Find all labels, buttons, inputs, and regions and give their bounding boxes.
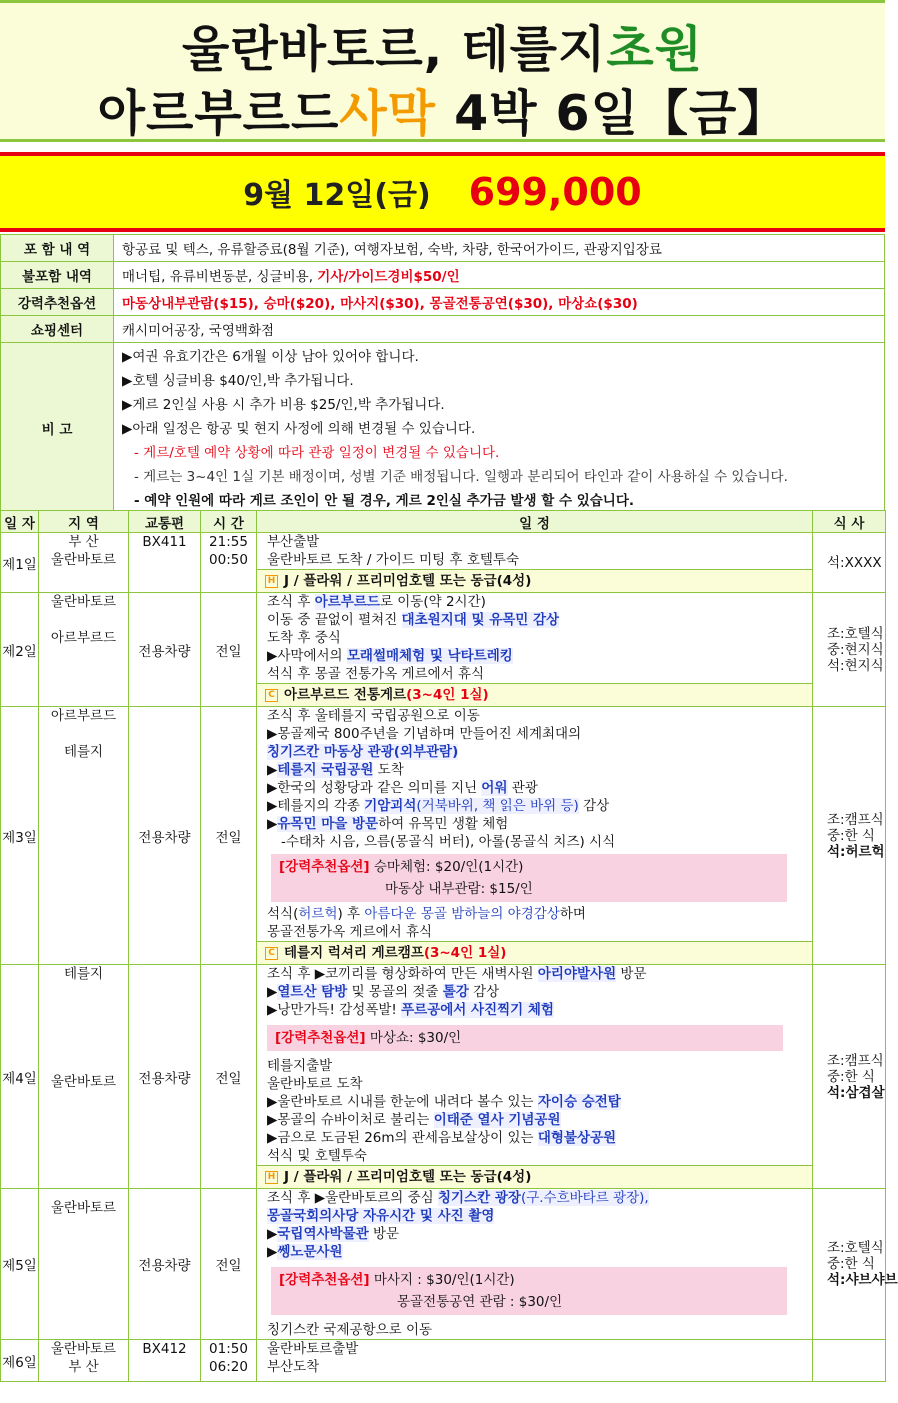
region-text: 울란바토르 xyxy=(50,1074,117,1090)
plan-text: 방문 xyxy=(368,1226,400,1242)
option-line xyxy=(279,856,779,878)
region-text: 아르부르드 xyxy=(50,630,117,646)
included-label: 포 함 내 역 xyxy=(1,235,114,262)
hotel-text: J / 플라워 / 프리미엄호텔 또는 동급(4성) xyxy=(284,1169,532,1185)
plan-highlight: (구.수흐바타르 광장), xyxy=(520,1190,649,1206)
day-label: 제2일 xyxy=(1,593,39,707)
hotel-line xyxy=(257,1165,812,1188)
time-cell: 전일 xyxy=(201,707,257,965)
hotel-icon: H xyxy=(265,575,278,588)
plan-line xyxy=(267,761,812,779)
meal-cell xyxy=(813,707,886,965)
hotel-line xyxy=(257,683,812,706)
transport-cell: 전용차량 xyxy=(129,965,201,1189)
plan-line: 조식 후 울테를지 국립공원으로 이동 xyxy=(267,708,480,724)
plan-text: 조식 후 ▶울란바토르의 중심 xyxy=(267,1190,438,1206)
time-text: 00:50 xyxy=(209,552,248,568)
plan-line: 석식 및 호텔투숙 xyxy=(267,1148,367,1164)
transport-cell xyxy=(129,1340,201,1382)
meal-text: 조:호텔식 xyxy=(827,1240,884,1256)
region-cell xyxy=(39,707,129,965)
plan-line xyxy=(267,815,812,833)
plan-text: ▶ xyxy=(267,762,278,778)
plan-highlight: 아리야발사원 xyxy=(537,966,617,982)
shopping-label: 쇼핑센터 xyxy=(1,316,114,343)
hotel-line xyxy=(257,569,812,592)
plan-text: 감상 xyxy=(578,798,610,814)
meal-cell xyxy=(813,965,886,1189)
time-cell xyxy=(201,1340,257,1382)
meal-text: 석:샤브샤브 xyxy=(827,1272,898,1288)
header-time: 시 간 xyxy=(201,511,257,533)
meal-cell xyxy=(813,533,886,593)
meal-text: 석:허르헉 xyxy=(827,843,885,860)
hotel-text-red: (3~4인 1실) xyxy=(423,945,507,961)
plan-highlight: 푸르공에서 사진찍기 체험 xyxy=(401,1002,554,1018)
plan-line xyxy=(267,965,812,983)
plan-highlight: 톨강 xyxy=(442,984,469,1000)
meal-cell xyxy=(813,593,886,707)
plan-line xyxy=(267,1207,812,1225)
plan-line: 울란바토르 도착 xyxy=(267,1076,363,1092)
header-region: 지 역 xyxy=(39,511,129,533)
day-label: 제1일 xyxy=(1,533,39,593)
plan-highlight: 어워 xyxy=(481,780,508,796)
plan-line xyxy=(267,1093,812,1111)
plan-line: 울란바토르출발 xyxy=(267,1341,359,1357)
plan-line: 몽골전통가옥 게르에서 휴식 xyxy=(267,924,433,940)
plan-text: ) 후 xyxy=(337,906,365,922)
plan-highlight: 아르부르드 xyxy=(314,594,380,610)
plan-text: 관광 xyxy=(507,780,538,796)
meal-text: 조:캠프식 xyxy=(827,811,884,828)
plan-highlight: 칭기스칸 광장 xyxy=(438,1190,521,1206)
plan-cell xyxy=(257,1340,813,1382)
option-label: [강력추천옵션] xyxy=(279,1272,370,1288)
plan-line: 부산도착 xyxy=(267,1359,320,1375)
excluded-text-red: 기사/가이드경비$50/인 xyxy=(317,269,460,285)
remark-line: ▶호텔 싱글비용 $40/인,박 추가됩니다. xyxy=(122,373,354,389)
plan-text: ▶ xyxy=(267,984,278,1000)
plan-highlight: 자이승 승전탑 xyxy=(537,1094,621,1110)
schedule-header xyxy=(1,511,886,533)
remark-line-red: - 게르/호텔 예약 상황에 따라 관광 일정이 변경될 수 있습니다. xyxy=(134,445,500,461)
excluded-label: 불포함 내역 xyxy=(1,262,114,289)
info-row-shopping xyxy=(1,316,885,343)
plan-line xyxy=(267,1225,812,1243)
plan-text: 이동 중 끝없이 펼쳐진 xyxy=(267,612,402,628)
option-label: [강력추천옵션] xyxy=(279,859,370,875)
remark-line: - 게르는 3~4인 1실 기본 배정이며, 성별 기준 배정됩니다. 일행과 분리되어 타인과 같이 사용하실 수 있습니다. xyxy=(134,469,788,485)
region-cell xyxy=(39,1189,129,1340)
plan-text: ▶사막에서의 xyxy=(267,648,347,664)
meal-text: 중:한 식 xyxy=(827,1068,875,1085)
header-day: 일 자 xyxy=(1,511,39,533)
plan-line xyxy=(267,1189,812,1207)
meal-text: 조:호텔식 xyxy=(827,625,884,642)
time-cell xyxy=(201,533,257,593)
title-line-2 xyxy=(0,75,885,145)
time-cell: 전일 xyxy=(201,965,257,1189)
option-text: 승마체험: $20/인(1시간) xyxy=(369,859,524,875)
plan-text: ▶금으로 도금된 26m의 관세음보살상이 있는 xyxy=(267,1130,538,1146)
region-text: 울란바토르 xyxy=(50,1200,117,1216)
header-plan: 일 정 xyxy=(257,511,813,533)
plan-text: ▶낭만가득! 감성폭발! xyxy=(267,1002,402,1018)
flight-number: BX412 xyxy=(142,1341,187,1357)
option-box xyxy=(271,1267,787,1315)
plan-highlight: 칭기즈칸 마동상 관광(외부관람) xyxy=(267,744,459,760)
schedule-row-day6 xyxy=(1,1340,886,1382)
included-value: 항공료 및 텍스, 유류할증료(8월 기준), 여행자보험, 숙박, 차량, 한국어가이드, 관광지입장료 xyxy=(114,235,885,262)
option-box xyxy=(267,1025,783,1051)
departure-date: 9월 12일(금) xyxy=(243,178,431,213)
plan-text: 하며 xyxy=(559,906,586,922)
title-highlight: 초원 xyxy=(606,21,704,78)
plan-highlight: 대초원지대 및 유목민 감상 xyxy=(401,612,560,628)
option-line: 몽골전통공연 관람 : $30/인 xyxy=(397,1294,563,1310)
transport-cell: 전용차량 xyxy=(129,707,201,965)
plan-line: ▶몽골제국 800주년을 기념하며 만들어진 세계최대의 xyxy=(267,726,582,742)
meal-cell xyxy=(813,1189,898,1340)
hotel-icon: H xyxy=(265,1171,278,1184)
plan-line xyxy=(267,743,812,761)
remark-line: ▶아래 일정은 항공 및 현지 사정에 의해 변경될 수 있습니다. xyxy=(122,421,476,437)
hotel-text: J / 플라워 / 프리미엄호텔 또는 동급(4성) xyxy=(284,573,532,589)
schedule-row-day1 xyxy=(1,533,886,593)
time-text: 21:55 xyxy=(209,534,248,550)
time-cell: 전일 xyxy=(201,1189,257,1340)
plan-text: 도착 xyxy=(373,762,404,778)
plan-text: ▶한국의 성황당과 같은 의미를 지닌 xyxy=(267,780,482,796)
transport-cell xyxy=(129,533,201,593)
meal-text: 중:현지식 xyxy=(827,641,884,658)
camp-icon: C xyxy=(265,689,278,702)
title-text: 아르부르드 xyxy=(97,85,340,142)
option-line xyxy=(279,1269,779,1291)
plan-cell xyxy=(257,1189,813,1340)
title-banner xyxy=(0,0,885,142)
plan-text: ▶울란바토르 시내를 한눈에 내려다 볼수 있는 xyxy=(267,1094,538,1110)
plan-cell xyxy=(257,707,813,965)
plan-cell xyxy=(257,965,813,1189)
time-cell: 전일 xyxy=(201,593,257,707)
plan-highlight: 대형불상공원 xyxy=(537,1130,617,1146)
options-value: 마동상내부관람($15), 승마($20), 마사지($30), 몽골전통공연($30), 마상쇼($30) xyxy=(114,289,885,316)
meal-text: 중:한 식 xyxy=(827,827,875,844)
plan-text: 석식( xyxy=(267,906,299,922)
plan-line: 석식 후 몽골 전통가옥 게르에서 휴식 xyxy=(267,666,485,682)
remark-line: ▶게르 2인실 사용 시 추가 비용 $25/인,박 추가됩니다. xyxy=(122,397,445,413)
plan-highlight: 아름다운 몽골 밤하늘의 야경감상 xyxy=(364,906,560,922)
plan-line: 칭기스칸 국제공항으로 이동 xyxy=(267,1322,433,1338)
remarks-value xyxy=(114,343,885,514)
time-text: 06:20 xyxy=(209,1359,248,1375)
day-label: 제3일 xyxy=(1,707,39,965)
plan-line: 테를지출발 xyxy=(267,1058,333,1074)
plan-text: 감상 xyxy=(468,984,500,1000)
title-text: 울란바토르, 테를지 xyxy=(181,21,607,78)
info-table xyxy=(0,234,885,514)
day-label: 제5일 xyxy=(1,1189,39,1340)
meal-text: 중:한 식 xyxy=(827,1256,875,1272)
plan-line: 도착 후 중식 xyxy=(267,630,341,646)
region-cell xyxy=(39,533,129,593)
plan-line xyxy=(267,593,812,611)
plan-text: 하여 유목민 생활 체험 xyxy=(378,816,509,832)
plan-highlight: 쎙노문사원 xyxy=(277,1244,343,1260)
price-band xyxy=(0,152,885,232)
camp-icon: C xyxy=(265,947,278,960)
region-text: 아르부르드 xyxy=(50,708,117,724)
options-label: 강력추천옵션 xyxy=(1,289,114,316)
plan-line xyxy=(267,1129,812,1147)
hotel-text: 테를지 럭셔리 게르캠프 xyxy=(284,945,424,961)
time-text: 01:50 xyxy=(209,1341,248,1357)
plan-cell xyxy=(257,593,813,707)
title-text: 4박 6일【금】 xyxy=(436,85,788,142)
flight-number: BX411 xyxy=(142,534,187,550)
region-text: 울란바토르 xyxy=(50,594,117,610)
day-label: 제4일 xyxy=(1,965,39,1189)
region-text: 부 산 xyxy=(68,1359,99,1375)
meal-text: 조:캠프식 xyxy=(827,1052,884,1069)
plan-highlight: 이태준 열사 기념공원 xyxy=(433,1112,561,1128)
remarks-label: 비 고 xyxy=(1,343,114,514)
header-transport: 교통편 xyxy=(129,511,201,533)
plan-highlight: 유목민 마을 방문 xyxy=(277,816,379,832)
region-cell xyxy=(39,593,129,707)
plan-highlight: 테를지 국립공원 xyxy=(277,762,374,778)
region-text: 울란바토르 xyxy=(50,552,117,568)
plan-text: 및 몽골의 젖줄 xyxy=(347,984,443,1000)
schedule-table xyxy=(0,510,898,1382)
region-cell xyxy=(39,965,129,1189)
plan-line xyxy=(267,1243,812,1261)
hotel-text-red: (3~4인 1실) xyxy=(406,687,489,703)
plan-highlight: 모래썰매체험 및 낙타트레킹 xyxy=(346,648,513,664)
price-amount: 699,000 xyxy=(468,170,642,214)
transport-cell: 전용차량 xyxy=(129,593,201,707)
schedule-row-day5 xyxy=(1,1189,886,1340)
plan-line xyxy=(267,647,812,665)
plan-text: 조식 후 ▶코끼리를 형상화하여 만든 새벽사원 xyxy=(267,966,538,982)
meal-cell xyxy=(813,1340,886,1382)
option-line xyxy=(275,1027,775,1049)
hotel-line xyxy=(257,941,812,964)
region-text: 부 산 xyxy=(68,534,99,550)
transport-cell: 전용차량 xyxy=(129,1189,201,1340)
meal-text: 석:현지식 xyxy=(827,657,884,674)
excluded-value xyxy=(114,262,885,289)
excluded-text: 매너팁, 유류비변동분, 싱글비용, xyxy=(122,269,318,285)
title-line-1 xyxy=(0,11,885,81)
option-text: 마상쇼: $30/인 xyxy=(365,1030,462,1046)
schedule-row-day3 xyxy=(1,707,886,965)
plan-line: 부산출발 xyxy=(267,534,320,550)
info-row-included xyxy=(1,235,885,262)
plan-line xyxy=(267,1001,812,1019)
plan-line xyxy=(267,779,812,797)
header-meal: 식 사 xyxy=(813,511,886,533)
hotel-text: 아르부르드 전통게르 xyxy=(284,687,407,703)
meal-text: 석:삼겹살 xyxy=(827,1084,885,1101)
plan-line: -수태차 시음, 으름(몽골식 버터), 아롤(몽골식 치즈) 시식 xyxy=(281,834,616,850)
option-label: [강력추천옵션] xyxy=(275,1030,366,1046)
option-text: 마사지 : $30/인(1시간) xyxy=(369,1272,515,1288)
plan-text: ▶몽골의 슈바이처로 불리는 xyxy=(267,1112,434,1128)
plan-line xyxy=(267,797,812,815)
plan-text: ▶ xyxy=(267,1226,278,1242)
title-highlight: 사막 xyxy=(339,85,437,142)
meal-text: 석:XXXX xyxy=(827,554,882,571)
plan-line xyxy=(267,611,812,629)
info-row-remarks xyxy=(1,343,885,514)
schedule-row-day2 xyxy=(1,593,886,707)
option-line: 마동상 내부관람: $15/인 xyxy=(385,881,533,897)
region-cell xyxy=(39,1340,129,1382)
region-text: 울란바토르 xyxy=(50,1341,117,1357)
region-text: 테를지 xyxy=(63,744,104,760)
plan-line xyxy=(267,983,812,1001)
plan-highlight: 열트산 탐방 xyxy=(277,984,348,1000)
schedule-row-day4 xyxy=(1,965,886,1189)
shopping-value: 캐시미어공장, 국영백화점 xyxy=(114,316,885,343)
day-label: 제6일 xyxy=(1,1340,39,1382)
plan-text: ▶ xyxy=(267,1244,278,1260)
plan-cell xyxy=(257,533,813,593)
plan-text: 방문 xyxy=(616,966,647,982)
region-text: 테를지 xyxy=(63,966,104,982)
plan-highlight: 허르헉 xyxy=(298,906,338,922)
plan-text: ▶테를지의 각종 xyxy=(267,798,365,814)
info-row-excluded xyxy=(1,262,885,289)
remark-line: ▶여권 유효기간은 6개월 이상 남아 있어야 합니다. xyxy=(122,349,419,365)
plan-text: 조식 후 xyxy=(267,594,315,610)
plan-line xyxy=(267,905,812,923)
plan-highlight: (거북바위, 책 읽은 바위 등) xyxy=(416,798,579,814)
plan-highlight: 기암괴석 xyxy=(364,798,417,814)
plan-highlight: 몽골국회의사당 자유시간 및 사진 촬영 xyxy=(267,1208,495,1224)
plan-line xyxy=(267,1111,812,1129)
option-box xyxy=(271,854,787,902)
plan-text: ▶ xyxy=(267,816,278,832)
info-row-options xyxy=(1,289,885,316)
remark-line-bold: - 예약 인원에 따라 게르 조인이 안 될 경우, 게르 2인실 추가금 발생 할 수 있습니다. xyxy=(134,493,635,509)
plan-highlight: 국립역사박물관 xyxy=(277,1226,369,1242)
plan-text: 로 이동(약 2시간) xyxy=(379,594,486,610)
plan-line: 울란바토르 도착 / 가이드 미팅 후 호텔투숙 xyxy=(267,552,519,568)
